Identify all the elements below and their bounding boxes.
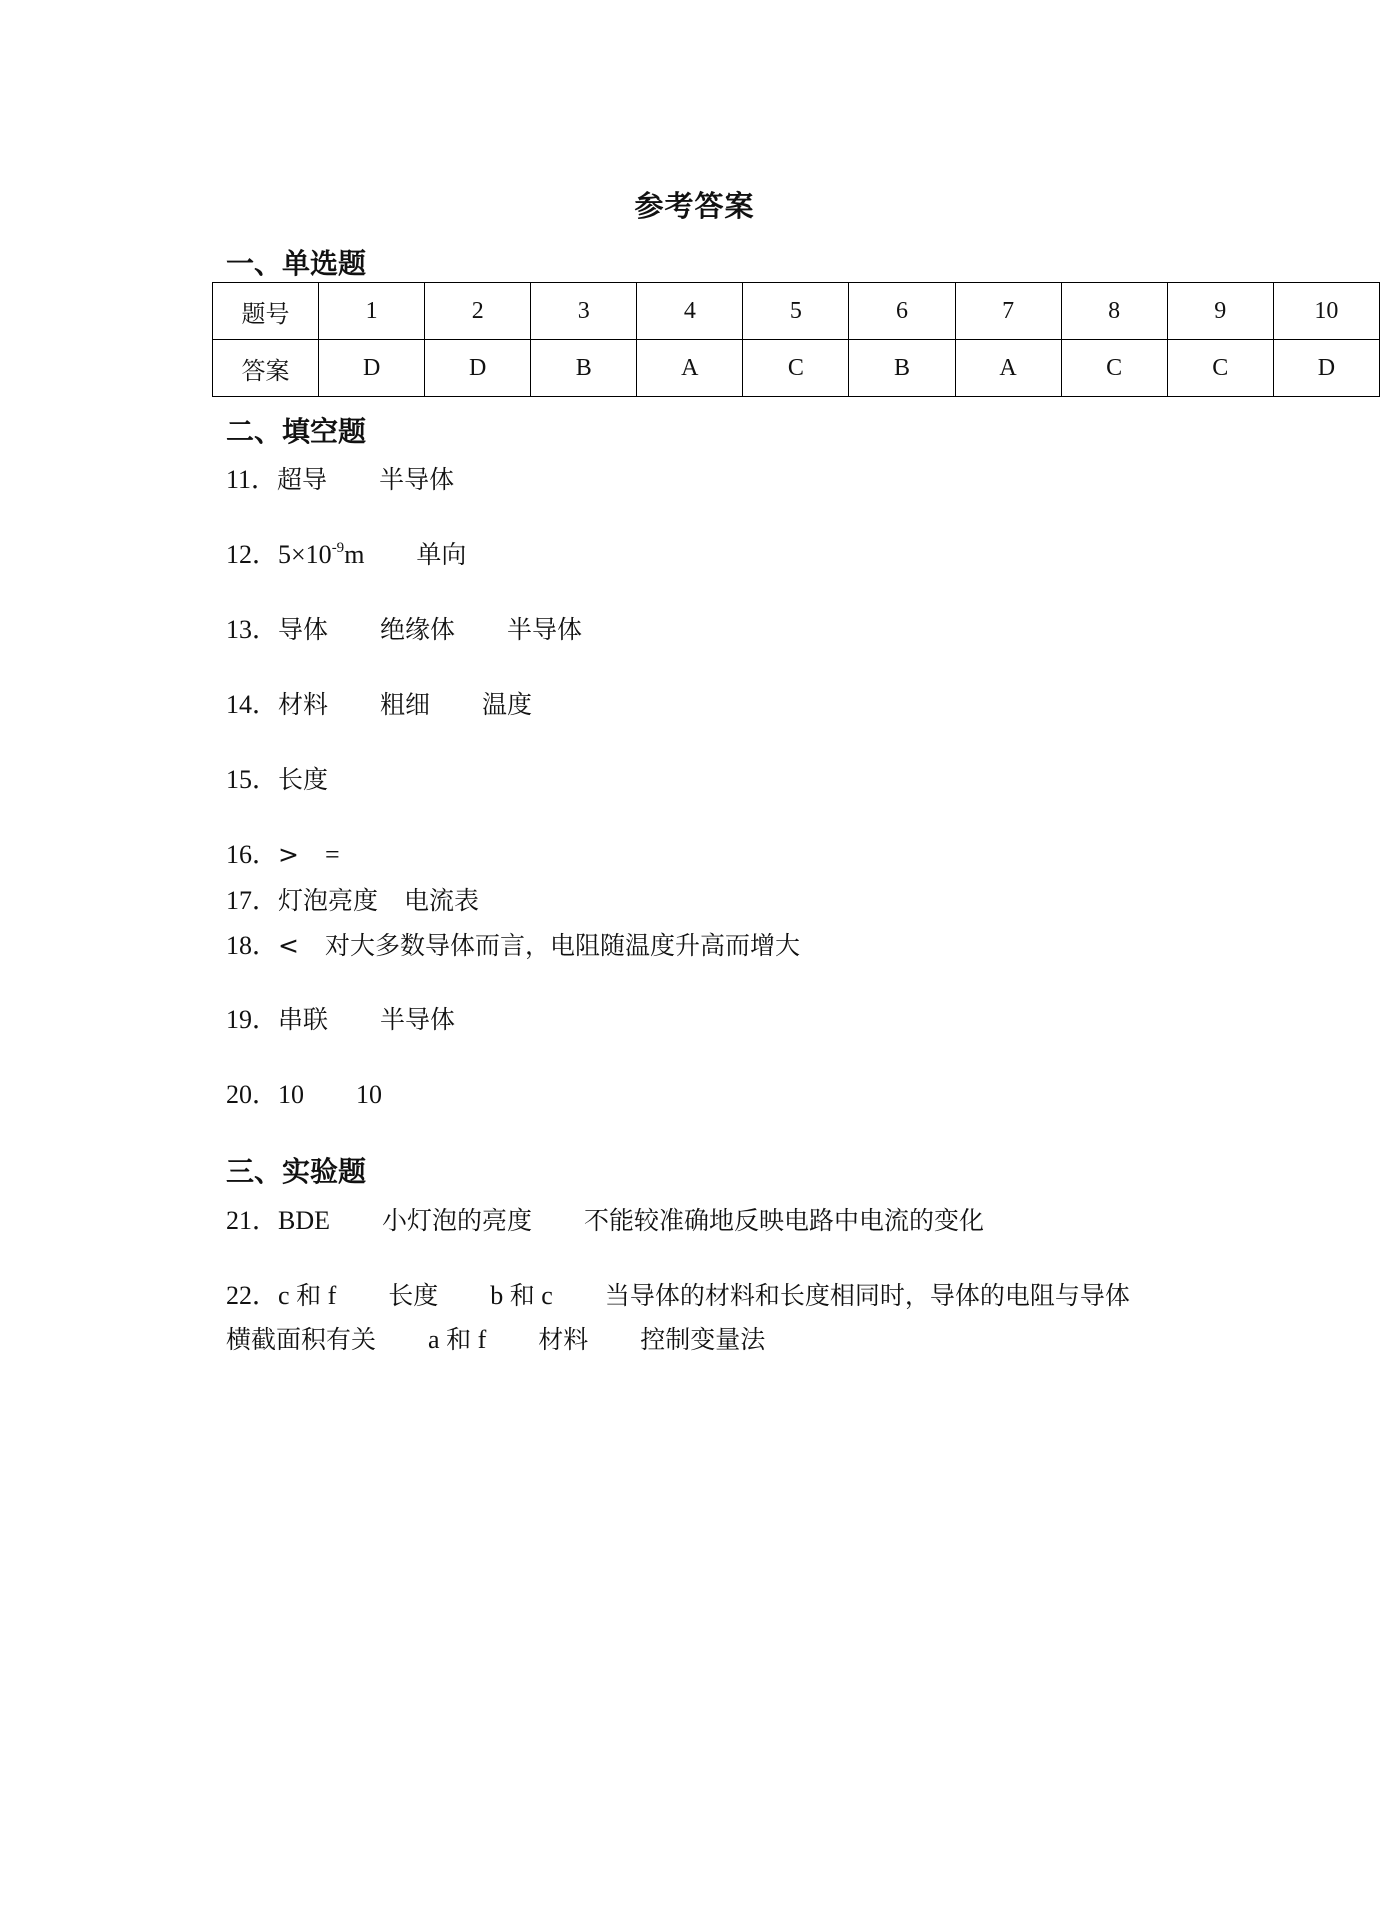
table-cell-number: 6 <box>849 283 955 340</box>
answer-text: 半导体 <box>507 615 583 644</box>
question-number: 21． <box>226 1206 279 1235</box>
answer-text: 控制变量法 <box>640 1325 766 1354</box>
answer-text: 长度 <box>388 1281 439 1310</box>
question-number: 16． <box>226 840 279 869</box>
answer-line-15 <box>226 759 328 796</box>
answer-text: c <box>541 1281 553 1310</box>
table-cell-number: 2 <box>425 283 531 340</box>
answer-line-12 <box>226 534 466 571</box>
question-number: 20． <box>226 1080 279 1109</box>
answer-text: < <box>278 931 299 960</box>
answer-text: 对大多数导体而言，电阻随温度升高而增大 <box>324 931 800 960</box>
answer-text: 和 <box>446 1325 472 1354</box>
table-row-answers <box>213 340 1380 397</box>
answer-text: 5×10 <box>278 540 332 569</box>
question-number: 19． <box>226 1005 279 1034</box>
answer-text: a <box>428 1325 440 1354</box>
answer-text: 单向 <box>416 540 467 569</box>
question-number: 18． <box>226 931 279 960</box>
answer-text: 温度 <box>482 690 533 719</box>
answer-text: = <box>324 840 340 869</box>
section-heading-experiment: 三、实验题 <box>226 1155 367 1188</box>
answer-text: 灯泡亮度 <box>278 886 379 915</box>
table-cell-answer: D <box>319 340 425 397</box>
answer-exponent: -9 <box>331 540 345 556</box>
answer-text: 材料 <box>538 1325 589 1354</box>
answer-line-13 <box>226 609 582 646</box>
answer-line-21 <box>226 1200 984 1237</box>
answer-line-22-continued <box>226 1320 765 1356</box>
question-number: 17． <box>226 886 279 915</box>
table-cell-answer: D <box>1273 340 1379 397</box>
table-cell-answer: C <box>1167 340 1273 397</box>
table-cell-number: 8 <box>1061 283 1167 340</box>
table-row-numbers <box>213 283 1380 340</box>
answer-line-17 <box>226 880 479 917</box>
table-row-label: 答案 <box>213 340 319 397</box>
answer-text: 当导体的材料和长度相同时，导体的电阻与导体 <box>604 1281 1130 1310</box>
answer-text: b <box>490 1281 504 1310</box>
answer-text: f <box>327 1281 337 1310</box>
answer-line-19 <box>226 999 455 1036</box>
answer-text: 小灯泡的亮度 <box>382 1206 533 1235</box>
answer-text: 超导 <box>277 465 328 494</box>
table-cell-number: 4 <box>637 283 743 340</box>
question-number: 12． <box>226 540 279 569</box>
question-number: 22． <box>226 1281 279 1310</box>
answer-text: 串联 <box>278 1005 329 1034</box>
answer-text: 绝缘体 <box>380 615 456 644</box>
table-cell-number: 5 <box>743 283 849 340</box>
answer-text: 电流表 <box>404 886 480 915</box>
table-row-label: 题号 <box>213 283 319 340</box>
question-number: 14． <box>226 690 279 719</box>
question-number: 15． <box>226 765 279 794</box>
answer-text: 不能较准确地反映电路中电流的变化 <box>584 1206 985 1235</box>
answer-text: c <box>278 1281 290 1310</box>
section-heading-fill-blank: 二、填空题 <box>226 415 367 448</box>
question-number: 13． <box>226 615 279 644</box>
table-cell-number: 1 <box>319 283 425 340</box>
table-cell-answer: B <box>849 340 955 397</box>
answer-table <box>212 282 1380 397</box>
answer-text: 材料 <box>278 690 329 719</box>
answer-text: BDE <box>278 1206 331 1235</box>
table-cell-answer: A <box>955 340 1061 397</box>
table-cell-number: 9 <box>1167 283 1273 340</box>
table-cell-number: 7 <box>955 283 1061 340</box>
answer-text: > <box>278 840 299 869</box>
answer-text: f <box>477 1325 487 1354</box>
answer-line-11 <box>226 459 454 496</box>
table-cell-answer: D <box>425 340 531 397</box>
answer-text: 导体 <box>278 615 329 644</box>
question-number: 11． <box>226 465 278 494</box>
table-cell-answer: C <box>1061 340 1167 397</box>
answer-text: 粗细 <box>380 690 431 719</box>
table-cell-answer: B <box>531 340 637 397</box>
answer-text: 横截面积有关 <box>226 1325 377 1354</box>
table-cell-answer: A <box>637 340 743 397</box>
answer-line-22 <box>226 1275 1130 1312</box>
answer-line-14 <box>226 684 532 721</box>
answer-text: 10 <box>356 1080 383 1109</box>
answer-unit: m <box>344 540 365 569</box>
table-cell-number: 10 <box>1273 283 1379 340</box>
answer-line-16 <box>226 834 340 871</box>
table-cell-answer: C <box>743 340 849 397</box>
answer-text: 半导体 <box>379 465 455 494</box>
page-title: 参考答案 <box>634 189 755 223</box>
answer-text: 和 <box>509 1281 535 1310</box>
answer-text: 10 <box>278 1080 305 1109</box>
answer-line-18 <box>226 925 800 962</box>
answer-text: 和 <box>296 1281 322 1310</box>
answer-text: 半导体 <box>380 1005 456 1034</box>
answer-line-20 <box>226 1074 382 1111</box>
table-cell-number: 3 <box>531 283 637 340</box>
section-heading-single-choice: 一、单选题 <box>226 247 367 280</box>
answer-text: 长度 <box>278 765 329 794</box>
